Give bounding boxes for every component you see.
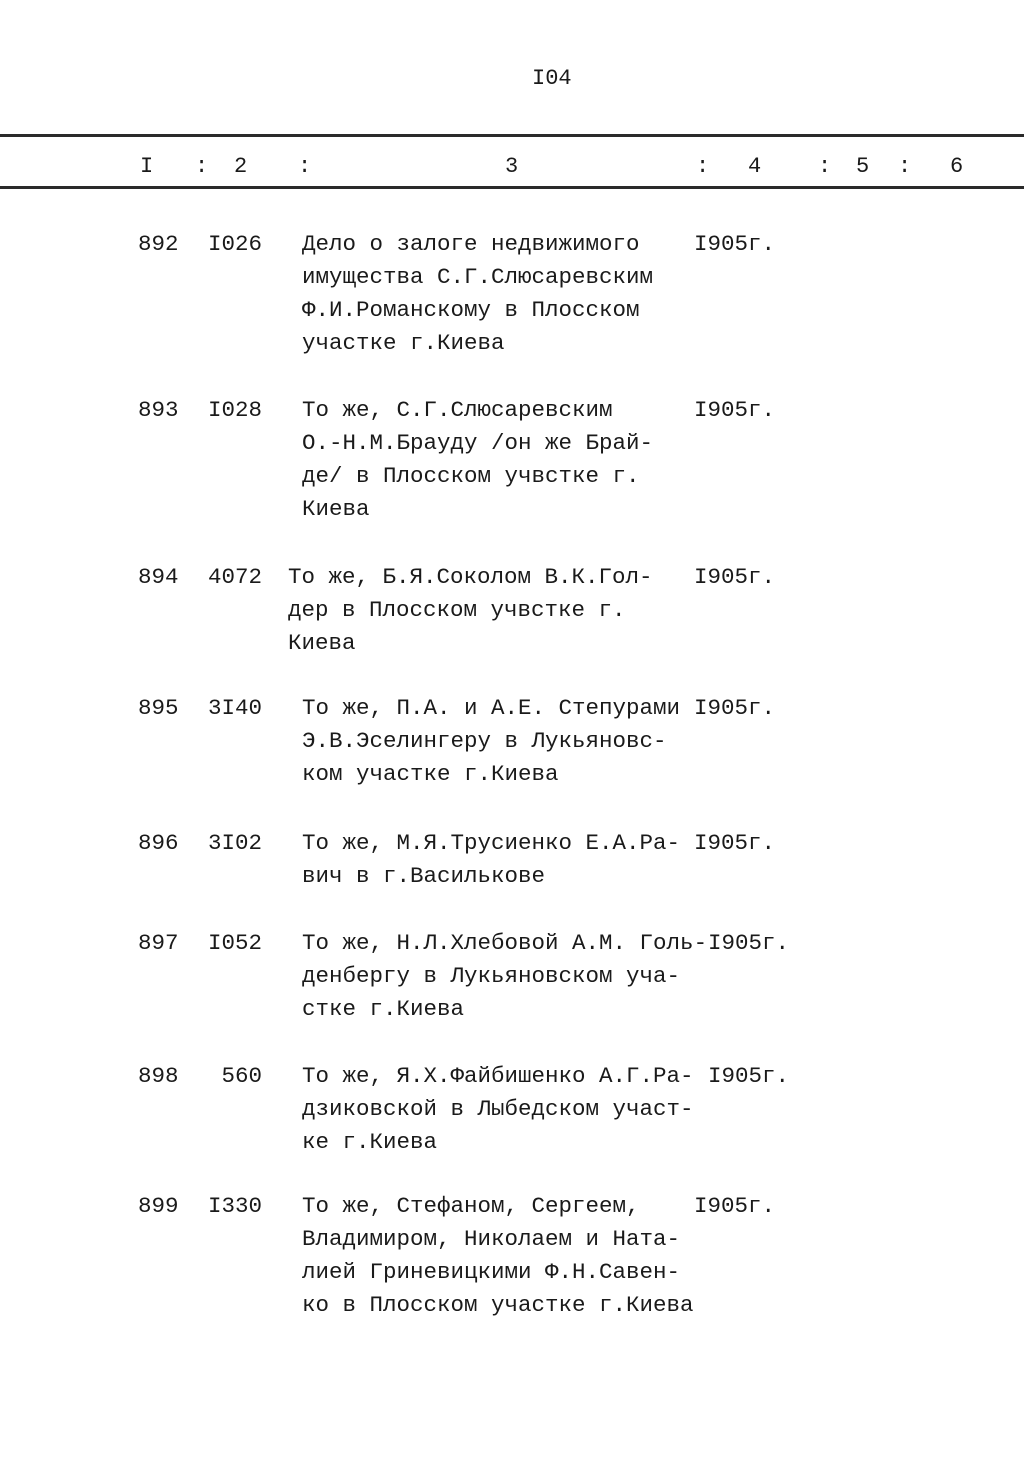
file-number: 560 [221, 1063, 262, 1089]
header-sep: : [818, 154, 832, 179]
file-number: I330 [207, 1193, 262, 1219]
description-line: Владимиром, Николаем и Ната- [302, 1226, 681, 1252]
description-line: То же, Н.Л.Хлебовой А.М. Голь- [302, 930, 708, 956]
entry-year: I905г. [694, 1193, 776, 1219]
description-line: Ф.И.Романскому в Плосском [302, 297, 640, 323]
file-number: 3I02 [207, 830, 262, 856]
description-line: стке г.Киева [302, 996, 465, 1022]
description-line: Киева [302, 496, 370, 522]
entry-number: 896 [138, 830, 179, 856]
file-number: I028 [207, 397, 262, 423]
header-col6: 6 [950, 154, 964, 179]
header-col5: 5 [856, 154, 870, 179]
description-line: ко в Плосском участке г.Киева [302, 1292, 694, 1318]
description-line: То же, Б.Я.Соколом В.К.Гол- [288, 564, 653, 590]
header-col1: I [140, 154, 154, 179]
description-line: ке г.Киева [302, 1129, 438, 1155]
header-col3: 3 [505, 154, 519, 179]
entry-description [302, 394, 653, 526]
header-col2: 2 [234, 154, 248, 179]
entry-description [302, 1190, 694, 1322]
header-sep: : [696, 154, 710, 179]
entry-year: I905г. [708, 1063, 790, 1089]
description-line: де/ в Плосском учвстке г. [302, 463, 640, 489]
entry-description [302, 1060, 694, 1159]
description-line: Киева [288, 630, 356, 656]
entry-year: I905г. [694, 830, 776, 856]
entry-number: 892 [138, 231, 179, 257]
entry-description [302, 228, 653, 360]
entry-year: I905г. [694, 695, 776, 721]
entry-number: 898 [138, 1063, 179, 1089]
page-number: I04 [532, 66, 572, 91]
entry-description [302, 692, 680, 791]
description-line: дер в Плосском учвстке г. [288, 597, 626, 623]
description-line: имущества С.Г.Слюсаревским [302, 264, 654, 290]
file-number: 4072 [207, 564, 262, 590]
entry-number: 895 [138, 695, 179, 721]
description-line: денбергу в Лукьяновском уча- [302, 963, 681, 989]
description-line: То же, П.А. и А.Е. Степурами [302, 695, 681, 721]
description-line: О.-Н.М.Брауду /он же Брай- [302, 430, 654, 456]
entry-description [302, 927, 707, 1026]
entry-number: 894 [138, 564, 179, 590]
entry-description [302, 827, 680, 893]
description-line: То же, С.Г.Слюсаревским [302, 397, 613, 423]
file-number: I026 [207, 231, 262, 257]
entry-year: I905г. [694, 231, 776, 257]
description-line: То же, Стефаном, Сергеем, [302, 1193, 640, 1219]
file-number: I052 [207, 930, 262, 956]
entry-year: I905г. [694, 397, 776, 423]
description-line: Дело о залоге недвижимого [302, 231, 640, 257]
header-sep: : [298, 154, 312, 179]
description-line: участке г.Киева [302, 330, 505, 356]
entry-description [288, 561, 653, 660]
description-line: дзиковской в Лыбедском участ- [302, 1096, 694, 1122]
entry-number: 893 [138, 397, 179, 423]
description-line: То же, М.Я.Трусиенко Е.А.Ра- [302, 830, 681, 856]
header-sep: : [898, 154, 912, 179]
header-sep: : [195, 154, 209, 179]
entry-number: 899 [138, 1193, 179, 1219]
file-number: 3I40 [207, 695, 262, 721]
description-line: ком участке г.Киева [302, 761, 559, 787]
description-line: То же, Я.Х.Файбишенко А.Г.Ра- [302, 1063, 694, 1089]
description-line: Э.В.Эселингеру в Лукьяновс- [302, 728, 667, 754]
entry-year: I905г. [708, 930, 790, 956]
description-line: лией Гриневицкими Ф.Н.Савен- [302, 1259, 681, 1285]
description-line: вич в г.Василькове [302, 863, 546, 889]
header-bottom-rule [0, 186, 1024, 189]
header-top-rule [0, 134, 1024, 137]
header-col4: 4 [748, 154, 762, 179]
entry-year: I905г. [694, 564, 776, 590]
entry-number: 897 [138, 930, 179, 956]
